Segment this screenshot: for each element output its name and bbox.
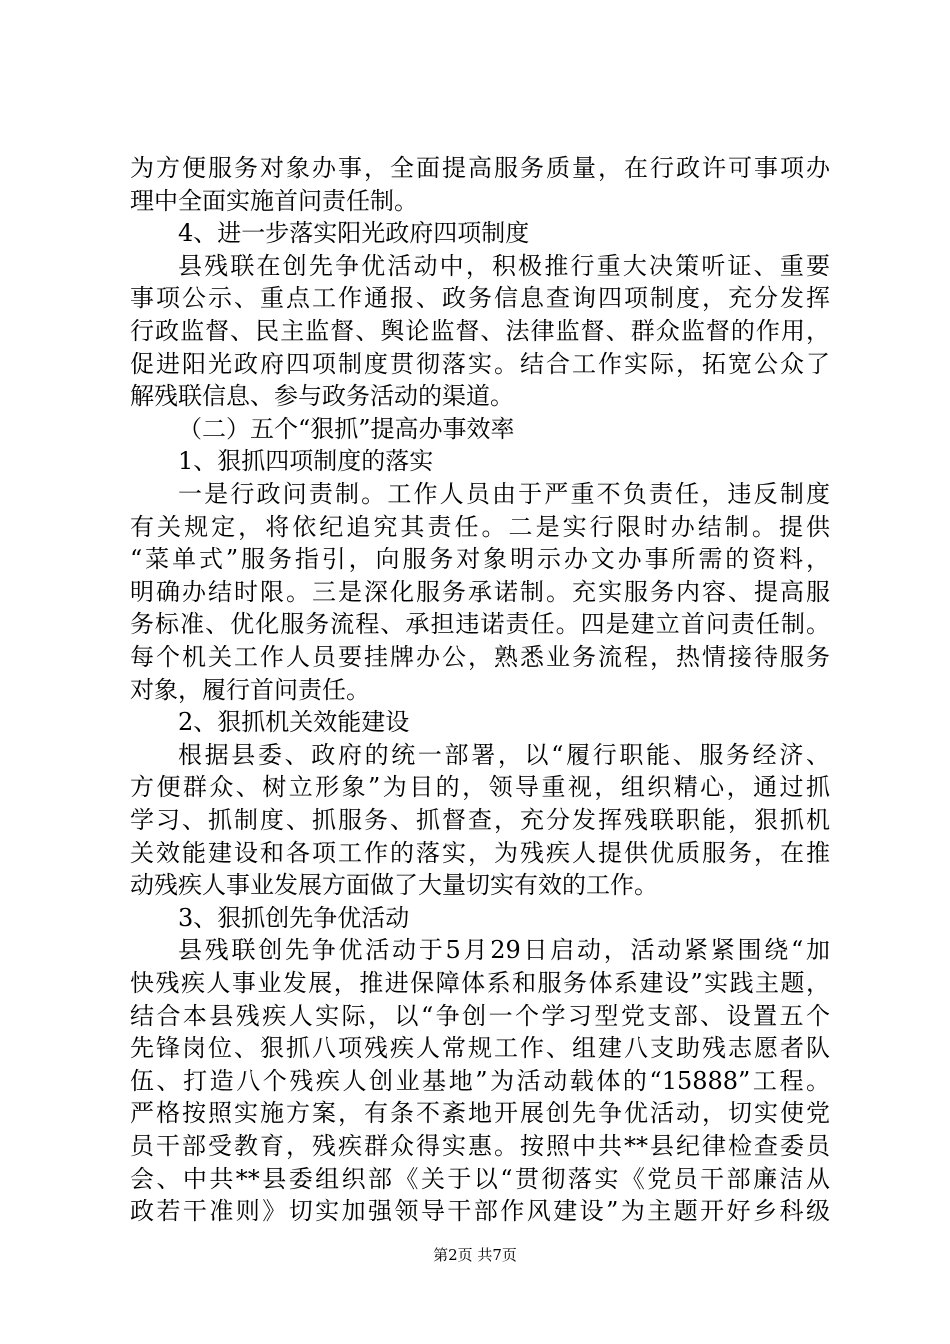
text-line: 对象，履行首问责任。 bbox=[130, 675, 370, 704]
text-line: 县残联在创先争优活动中，积极推行重大决策听证、重要 bbox=[178, 251, 830, 280]
text-line: 严格按照实施方案，有条不紊地开展创先争优活动，切实使党 bbox=[130, 1099, 830, 1128]
text-line: 4、进一步落实阳光政府四项制度 bbox=[178, 219, 530, 248]
text-line: 政若干准则》切实加强领导干部作风建设”为主题开好乡科级 bbox=[130, 1197, 830, 1226]
text-line: 3、狠抓创先争优活动 bbox=[178, 903, 410, 932]
text-line: 伍、打造八个残疾人创业基地”为活动载体的“15888”工程。 bbox=[130, 1066, 830, 1095]
text-line: 快残疾人事业发展，推进保障体系和服务体系建设”实践主题， bbox=[130, 969, 830, 997]
text-line: 关效能建设和各项工作的落实，为残疾人提供优质服务，在推 bbox=[130, 838, 830, 867]
text-line: 有关规定，将依纪追究其责任。二是实行限时办结制。提供 bbox=[130, 512, 830, 541]
text-line: 1、狠抓四项制度的落实 bbox=[178, 447, 434, 476]
text-line: 员干部受教育，残疾群众得实惠。按照中共**县纪律检查委员 bbox=[130, 1132, 830, 1160]
text-line: 事项公示、重点工作通报、政务信息查询四项制度，充分发挥 bbox=[130, 284, 830, 313]
text-line: 动残疾人事业发展方面做了大量切实有效的工作。 bbox=[130, 871, 658, 900]
text-line: 2、狠抓机关效能建设 bbox=[178, 708, 410, 737]
text-line: 根据县委、政府的统一部署，以“履行职能、服务经济、 bbox=[178, 740, 830, 769]
text-line: 学习、抓制度、抓服务、抓督查，充分发挥残联职能，狠抓机 bbox=[130, 806, 830, 834]
text-line: 务标准、优化服务流程、承担违诺责任。四是建立首问责任制。 bbox=[130, 610, 830, 639]
text-line: 解残联信息、参与政务活动的渠道。 bbox=[130, 382, 514, 411]
page-number: 第2页 共7页 bbox=[433, 1246, 517, 1264]
text-line: 明确办结时限。三是深化服务承诺制。充实服务内容、提高服 bbox=[130, 577, 830, 606]
text-line: 行政监督、民主监督、舆论监督、法律监督、群众监督的作用， bbox=[130, 317, 830, 345]
text-line: 理中全面实施首问责任制。 bbox=[130, 186, 418, 215]
page-footer bbox=[0, 1245, 950, 1265]
text-line: 县残联创先争优活动于5月29日启动，活动紧紧围绕“加 bbox=[178, 936, 830, 965]
text-line: 每个机关工作人员要挂牌办公，熟悉业务流程，热情接待服务 bbox=[130, 643, 830, 671]
text-line: 为方便服务对象办事，全面提高服务质量，在行政许可事项办 bbox=[130, 154, 830, 182]
text-line: 结合本县残疾人实际，以“争创一个学习型党支部、设置五个 bbox=[130, 1001, 830, 1030]
text-line: 促进阳光政府四项制度贯彻落实。结合工作实际，拓宽公众了 bbox=[130, 349, 830, 378]
text-line: （二）五个“狠抓”提高办事效率 bbox=[178, 414, 515, 443]
text-line: 先锋岗位、狠抓八项残疾人常规工作、组建八支助残志愿者队 bbox=[130, 1034, 830, 1063]
text-line: 会、中共**县委组织部《关于以“贯彻落实《党员干部廉洁从 bbox=[130, 1164, 830, 1193]
text-line: 方便群众、树立形象”为目的，领导重视，组织精心，通过抓 bbox=[130, 773, 830, 802]
text-line: “菜单式”服务指引，向服务对象明示办文办事所需的资料， bbox=[130, 545, 830, 574]
text-line: 一是行政问责制。工作人员由于严重不负责任，违反制度 bbox=[178, 480, 830, 508]
